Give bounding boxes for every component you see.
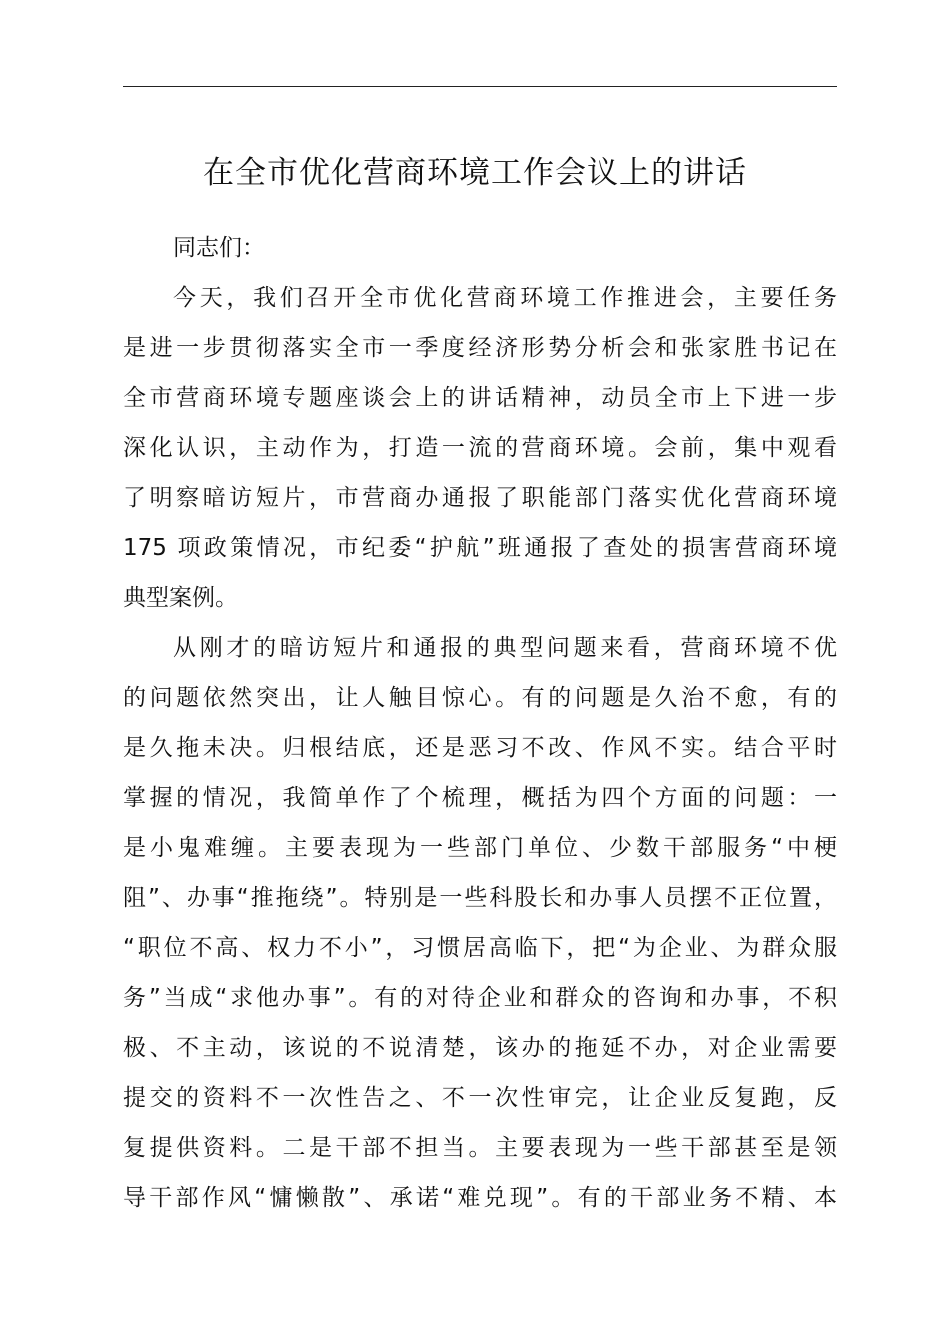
paragraph-line: 今天，我们召开全市优化营商环境工作推进会，主要任务 [173, 285, 837, 311]
paragraph-line: 导干部作风“慵懒散”、承诺“难兑现”。有的干部业务不精、本 [123, 1185, 837, 1211]
paragraph-line: 全市营商环境专题座谈会上的讲话精神，动员全市上下进一步 [123, 385, 837, 411]
header-rule [123, 86, 837, 87]
paragraph-line: 从刚才的暗访短片和通报的典型问题来看，营商环境不优 [173, 635, 837, 661]
paragraph-line: 是久拖未决。归根结底，还是恶习不改、作风不实。结合平时 [123, 735, 837, 761]
paragraph-line: 了明察暗访短片，市营商办通报了职能部门落实优化营商环境 [123, 485, 837, 511]
paragraph-line: “职位不高、权力不小”，习惯居高临下，把“为企业、为群众服 [123, 935, 837, 961]
paragraph-line: 务”当成“求他办事”。有的对待企业和群众的咨询和办事，不积 [123, 985, 837, 1011]
salutation: 同志们： [173, 235, 265, 261]
paragraph-line: 深化认识，主动作为，打造一流的营商环境。会前，集中观看 [123, 435, 837, 461]
paragraph-line: 阻”、办事“推拖绕”。特别是一些科股长和办事人员摆不正位置， [123, 885, 837, 911]
paragraph-line: 的问题依然突出，让人触目惊心。有的问题是久治不愈，有的 [123, 685, 837, 711]
paragraph-line: 是小鬼难缠。主要表现为一些部门单位、少数干部服务“中梗 [123, 835, 837, 861]
paragraph-line: 提交的资料不一次性告之、不一次性审完，让企业反复跑，反 [123, 1085, 837, 1111]
paragraph-line: 掌握的情况，我简单作了个梳理，概括为四个方面的问题：一 [123, 785, 837, 811]
paragraph-line: 典型案例。 [123, 585, 238, 611]
paragraph-line: 复提供资料。二是干部不担当。主要表现为一些干部甚至是领 [123, 1135, 837, 1161]
paragraph-line: 是进一步贯彻落实全市一季度经济形势分析会和张家胜书记在 [123, 335, 837, 361]
paragraph-line: 极、不主动，该说的不说清楚，该办的拖延不办，对企业需要 [123, 1035, 837, 1061]
document-title: 在全市优化营商环境工作会议上的讲话 [203, 155, 747, 191]
paragraph-line: 175 项政策情况，市纪委“护航”班通报了查处的损害营商环境 [123, 535, 837, 561]
